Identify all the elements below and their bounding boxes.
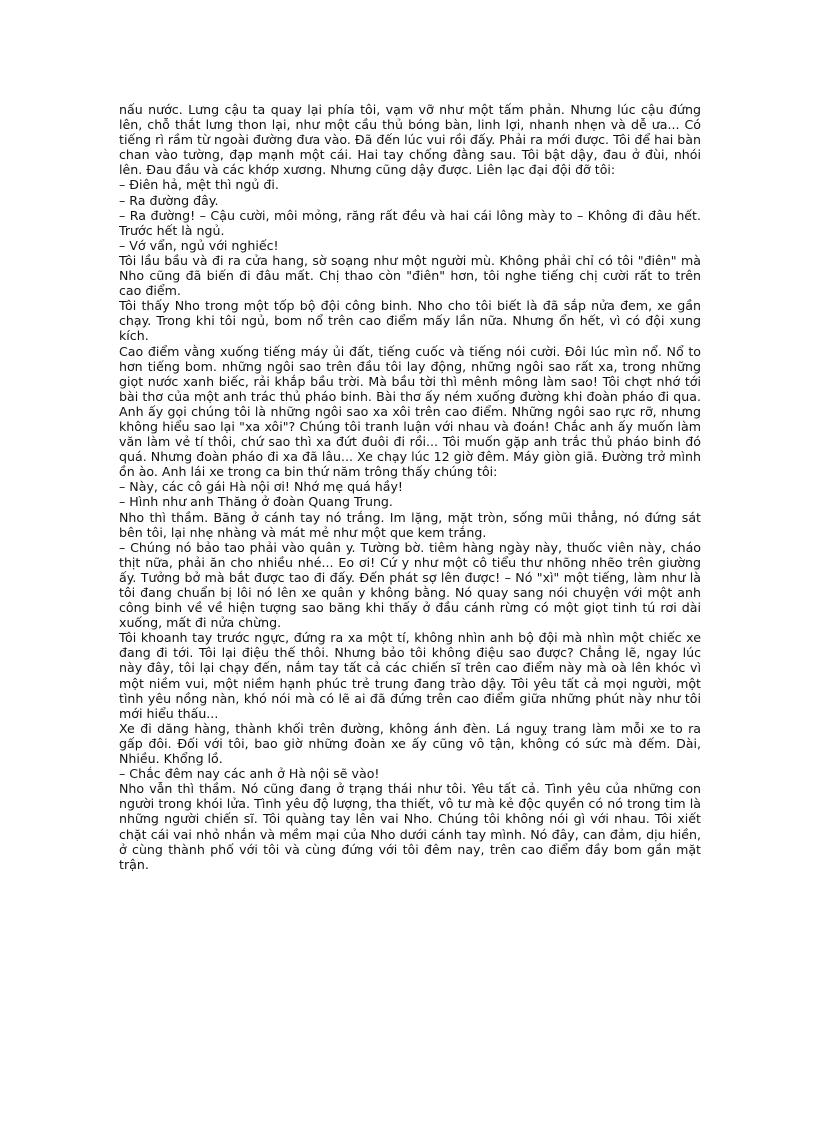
paragraph-1: nấu nước. Lưng cậu ta quay lại phía tôi, vạm vỡ như một tấm phản. Nhưng lúc cậu đứng lên, chỗ thắt lưng thon lại, như một cầu thủ bóng bàn, linh lợi, nhanh nhẹn và dễ ưa... Có tiếng rì rầm từ ngoài đường đưa vào. Đã đến lúc vui rồi đấy. Phải ra mới được. Tôi để hai bàn chan vào tường, đạp mạnh một cái. Hai tay chống đằng sau. Tôi bật dậy, đau ở đùi, nhói lên. Đau đầu và các khớp xương. Nhưng cũng dậy được. Liên lạc đại đội đỡ tôi: bbox=[119, 102, 701, 178]
paragraph-8: Nho vẫn thì thầm. Nó cũng đang ở trạng thái như tôi. Yêu tất cả. Tình yêu của những con người trong khói lửa. Tình yêu độ lượng, tha thiết, vô tư mà kẻ độc quyền có nó trong tim là những người chiến sĩ. Tôi quàng tay lên vai Nho. Chúng tôi không nói gì với nhau. Tôi xiết chặt cái vai nhỏ nhắn và mềm mại của Nho dưới cánh tay mình. Nó đây, can đảm, dịu hiền, ở cùng thành phố với tôi và cùng đứng với tôi đêm nay, trên cao điểm đầy bom gần mặt trận. bbox=[119, 781, 701, 872]
dialogue-line-5: – Này, các cô gái Hà nội ơi! Nhớ mẹ quá hầy! bbox=[119, 479, 403, 495]
paragraph-3: Tôi thấy Nho trong một tốp bộ đội công binh. Nho cho tôi biết là đã sắp nửa đem, xe gần chạy. Trong khi tôi ngủ, bom nổ trên cao điểm mấy lần nữa. Nhưng ổn hết, vì có đội xung kích. bbox=[119, 298, 701, 344]
paragraph-5: Nho thì thầm. Băng ở cánh tay nó trắng. Im lặng, mặt tròn, sống mũi thẳng, nó đứng sát bên tôi, lại nhẹ nhàng và mát mẻ như một que kem trắng. bbox=[119, 509, 701, 540]
dialogue-line-4: – Vớ vẩn, ngủ với nghiếc! bbox=[119, 237, 279, 253]
dialogue-line-6: – Hình như anh Thăng ở đoàn Quang Trung. bbox=[119, 494, 393, 510]
dialogue-line-2: – Ra đường đây. bbox=[119, 192, 219, 208]
paragraph-7: Xe đi dăng hàng, thành khối trên đường, không ánh đèn. Lá nguỵ trang làm mỗi xe to ra gấp đôi. Đối với tôi, bao giờ những đoàn xe ấy cũng vô tận, không có sức mà đếm. Dài, Nhiều. Khổng lồ. bbox=[119, 720, 701, 767]
document-page bbox=[119, 102, 701, 872]
dialogue-line-1: – Điên hả, mệt thì ngủ đi. bbox=[119, 177, 279, 193]
dialogue-line-8: – Chắc đêm nay các anh ở Hà nội sẽ vào! bbox=[119, 766, 380, 782]
paragraph-6: Tôi khoanh tay trước ngực, đứng ra xa một tí, không nhìn anh bộ đội mà nhìn một chiếc xe đang đi tới. Tôi lại điệu thế thôi. Nhưng bảo tôi không điệu sao được? Chẳng lẽ, ngay lúc này đây, tôi lại chạy đến, nắm tay tất cả các chiến sĩ trên cao điểm này mà oà lên khóc vì một niềm vui, một niềm hạnh phúc trẻ trung đang trào dậy. Tôi yêu tất cả mọi người, một tình yêu nồng nàn, khó nói mà có lẽ ai đã đứng trên cao điểm giữa những phút này như tôi mới hiểu thấu... bbox=[119, 630, 701, 721]
paragraph-4: Cao điểm vằng xuống tiếng máy ủi đất, tiếng cuốc và tiếng nói cười. Đôi lúc mìn nổ. Nổ to hơn tiếng bom. những ngôi sao trên đầu tôi lay động, những ngôi sao rất xa, trong những giọt nước xanh biếc, rải khắp bầu trời. Mà bầu tời thì mênh mông làm sao! Tôi chợt nhớ tới bài thơ của một anh trác thủ pháo binh. Bài thơ ấy ném xuống đường khi đoàn pháo đi qua. Anh ấy gọi chúng tôi là những ngôi sao xa xôi trên cao điểm. Những ngôi sao rực rỡ, nhưng không hiểu sao lại "xa xôi"? Chúng tôi tranh luận với nhau và đoán! Chắc anh ấy muốn làm văn làm vẻ tí thôi, chứ sao thì xa đứt đuôi đi rồi... Tôi muốn gặp anh trắc thủ pháo binh đó quá. Nhưng đoàn pháo đi xa đã lâu... Xe chạy lúc 12 giờ đêm. Máy giòn giã. Đường trở mình ồn ào. Anh lái xe trong ca bin thứ năm trông thấy chúng tôi: bbox=[119, 343, 701, 480]
dialogue-line-3: – Ra đường! – Cậu cười, môi mỏng, răng rất đều và hai cái lông mày to – Không đi đâu hết. Trước hết là ngủ. bbox=[119, 207, 701, 238]
paragraph-2: Tôi lầu bầu và đi ra cửa hang, sờ soạng như một người mù. Không phải chỉ có tôi "điên" mà Nho cũng đã biến đi đâu mất. Chị thao còn "điên" hơn, tôi nghe tiếng chị cười rất to trên cao điểm. bbox=[119, 252, 701, 299]
dialogue-line-7: – Chúng nó bảo tao phải vào quân y. Tường bờ. tiêm hàng ngày này, thuốc viên này, cháo thịt nữa, phải ăn cho nhiều nhé... Eo ơi! Cứ y như một cô tiểu thư nhõng nhẽo trên giường ấy. Tưởng bở mà bắt được tao đi đấy. Đến phát sợ lên được! – Nó "xì" một tiếng, làm như là tôi đang chuẩn bị lôi nó lên xe quân y không bằng. Nó quay sang nói chuyện với một anh công binh về về hiện tượng sao băng khi thấy ở đầu cánh rừng có một giọt tinh tú rơi dài xuống, mất đi nửa chừng. bbox=[119, 539, 701, 631]
